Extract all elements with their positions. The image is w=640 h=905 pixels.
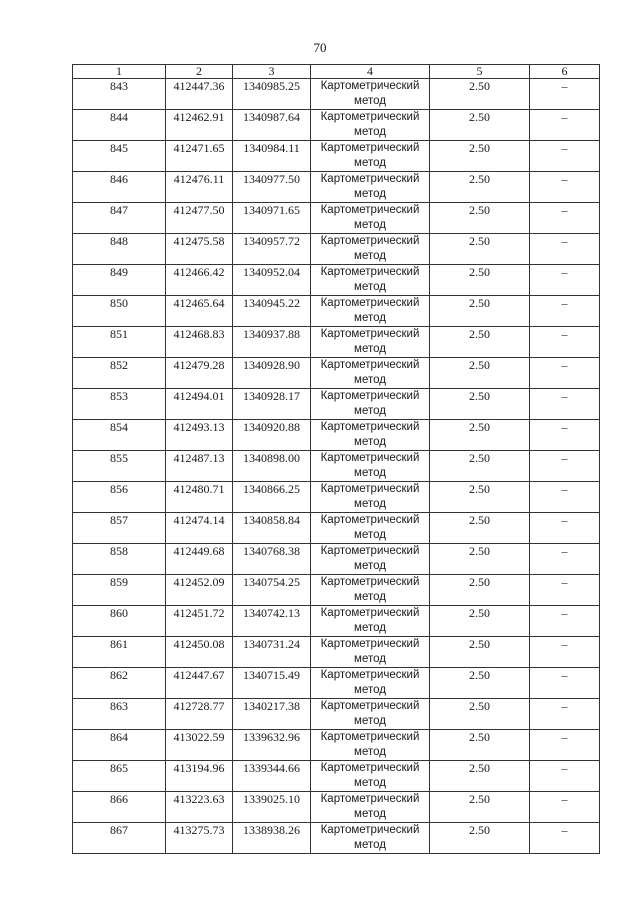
y-coordinate-cell: 1340754.25	[233, 575, 311, 606]
accuracy-cell: 2.50	[430, 265, 530, 296]
method-cell: Картометрический метод	[311, 420, 430, 451]
table-row	[73, 699, 600, 730]
description-cell: –	[530, 79, 600, 110]
x-coordinate-cell: 412487.13	[166, 451, 233, 482]
x-coordinate-cell: 412462.91	[166, 110, 233, 141]
accuracy-cell: 2.50	[430, 110, 530, 141]
point-number-cell: 863	[73, 699, 166, 730]
x-coordinate-cell: 412493.13	[166, 420, 233, 451]
x-coordinate-cell: 412466.42	[166, 265, 233, 296]
y-coordinate-cell: 1340768.38	[233, 544, 311, 575]
method-cell: Картометрический метод	[311, 544, 430, 575]
method-cell: Картометрический метод	[311, 389, 430, 420]
x-coordinate-cell: 412452.09	[166, 575, 233, 606]
y-coordinate-cell: 1340731.24	[233, 637, 311, 668]
point-number-cell: 867	[73, 823, 166, 854]
x-coordinate-cell: 412451.72	[166, 606, 233, 637]
x-coordinate-cell: 412477.50	[166, 203, 233, 234]
x-coordinate-cell: 412475.58	[166, 234, 233, 265]
method-cell: Картометрический метод	[311, 699, 430, 730]
y-coordinate-cell: 1340898.00	[233, 451, 311, 482]
accuracy-cell: 2.50	[430, 730, 530, 761]
x-coordinate-cell: 412494.01	[166, 389, 233, 420]
x-coordinate-cell: 413223.63	[166, 792, 233, 823]
accuracy-cell: 2.50	[430, 823, 530, 854]
accuracy-cell: 2.50	[430, 327, 530, 358]
method-cell: Картометрический метод	[311, 358, 430, 389]
accuracy-cell: 2.50	[430, 513, 530, 544]
table-row	[73, 606, 600, 637]
point-number-cell: 851	[73, 327, 166, 358]
y-coordinate-cell: 1340984.11	[233, 141, 311, 172]
point-number-cell: 845	[73, 141, 166, 172]
accuracy-cell: 2.50	[430, 358, 530, 389]
y-coordinate-cell: 1339344.66	[233, 761, 311, 792]
table-row	[73, 513, 600, 544]
accuracy-cell: 2.50	[430, 637, 530, 668]
x-coordinate-cell: 412449.68	[166, 544, 233, 575]
y-coordinate-cell: 1340217.38	[233, 699, 311, 730]
page-number: 70	[313, 40, 327, 55]
table-row	[73, 141, 600, 172]
y-coordinate-cell: 1340987.64	[233, 110, 311, 141]
accuracy-cell: 2.50	[430, 575, 530, 606]
table-row	[73, 482, 600, 513]
table-row	[73, 637, 600, 668]
y-coordinate-cell: 1340920.88	[233, 420, 311, 451]
description-cell: –	[530, 606, 600, 637]
description-cell: –	[530, 513, 600, 544]
point-number-cell: 846	[73, 172, 166, 203]
accuracy-cell: 2.50	[430, 544, 530, 575]
method-cell: Картометрический метод	[311, 513, 430, 544]
column-header: 2	[166, 65, 233, 79]
description-cell: –	[530, 637, 600, 668]
method-cell: Картометрический метод	[311, 327, 430, 358]
point-number-cell: 848	[73, 234, 166, 265]
description-cell: –	[530, 730, 600, 761]
accuracy-cell: 2.50	[430, 792, 530, 823]
description-cell: –	[530, 327, 600, 358]
table-row	[73, 265, 600, 296]
point-number-cell: 850	[73, 296, 166, 327]
y-coordinate-cell: 1340742.13	[233, 606, 311, 637]
x-coordinate-cell: 412476.11	[166, 172, 233, 203]
table-row	[73, 823, 600, 854]
method-cell: Картометрический метод	[311, 451, 430, 482]
accuracy-cell: 2.50	[430, 761, 530, 792]
table-row	[73, 234, 600, 265]
description-cell: –	[530, 389, 600, 420]
description-cell: –	[530, 544, 600, 575]
y-coordinate-cell: 1340928.90	[233, 358, 311, 389]
accuracy-cell: 2.50	[430, 203, 530, 234]
y-coordinate-cell: 1339632.96	[233, 730, 311, 761]
point-number-cell: 860	[73, 606, 166, 637]
point-number-cell: 861	[73, 637, 166, 668]
method-cell: Картометрический метод	[311, 575, 430, 606]
coordinates-table	[72, 64, 600, 854]
description-cell: –	[530, 358, 600, 389]
x-coordinate-cell: 413022.59	[166, 730, 233, 761]
y-coordinate-cell: 1340971.65	[233, 203, 311, 234]
description-cell: –	[530, 265, 600, 296]
method-cell: Картометрический метод	[311, 761, 430, 792]
point-number-cell: 854	[73, 420, 166, 451]
column-header: 6	[530, 65, 600, 79]
description-cell: –	[530, 172, 600, 203]
x-coordinate-cell: 412465.64	[166, 296, 233, 327]
x-coordinate-cell: 412447.36	[166, 79, 233, 110]
description-cell: –	[530, 203, 600, 234]
method-cell: Картометрический метод	[311, 172, 430, 203]
method-cell: Картометрический метод	[311, 265, 430, 296]
y-coordinate-cell: 1340928.17	[233, 389, 311, 420]
method-cell: Картометрический метод	[311, 203, 430, 234]
point-number-cell: 844	[73, 110, 166, 141]
accuracy-cell: 2.50	[430, 296, 530, 327]
x-coordinate-cell: 412479.28	[166, 358, 233, 389]
point-number-cell: 853	[73, 389, 166, 420]
column-header: 1	[73, 65, 166, 79]
x-coordinate-cell: 413275.73	[166, 823, 233, 854]
table-row	[73, 327, 600, 358]
table-row	[73, 575, 600, 606]
x-coordinate-cell: 412474.14	[166, 513, 233, 544]
column-header: 4	[311, 65, 430, 79]
method-cell: Картометрический метод	[311, 792, 430, 823]
x-coordinate-cell: 412450.08	[166, 637, 233, 668]
column-header: 3	[233, 65, 311, 79]
point-number-cell: 865	[73, 761, 166, 792]
accuracy-cell: 2.50	[430, 172, 530, 203]
table-row	[73, 203, 600, 234]
column-header: 5	[430, 65, 530, 79]
method-cell: Картометрический метод	[311, 234, 430, 265]
table-row	[73, 730, 600, 761]
table-row	[73, 296, 600, 327]
point-number-cell: 849	[73, 265, 166, 296]
point-number-cell: 866	[73, 792, 166, 823]
method-cell: Картометрический метод	[311, 79, 430, 110]
description-cell: –	[530, 451, 600, 482]
y-coordinate-cell: 1340985.25	[233, 79, 311, 110]
accuracy-cell: 2.50	[430, 141, 530, 172]
point-number-cell: 857	[73, 513, 166, 544]
table-row	[73, 792, 600, 823]
method-cell: Картометрический метод	[311, 110, 430, 141]
x-coordinate-cell: 412447.67	[166, 668, 233, 699]
point-number-cell: 858	[73, 544, 166, 575]
point-number-cell: 847	[73, 203, 166, 234]
method-cell: Картометрический метод	[311, 668, 430, 699]
method-cell: Картометрический метод	[311, 296, 430, 327]
method-cell: Картометрический метод	[311, 730, 430, 761]
method-cell: Картометрический метод	[311, 823, 430, 854]
accuracy-cell: 2.50	[430, 668, 530, 699]
x-coordinate-cell: 412468.83	[166, 327, 233, 358]
accuracy-cell: 2.50	[430, 606, 530, 637]
table-row	[73, 451, 600, 482]
point-number-cell: 852	[73, 358, 166, 389]
y-coordinate-cell: 1339025.10	[233, 792, 311, 823]
x-coordinate-cell: 413194.96	[166, 761, 233, 792]
description-cell: –	[530, 668, 600, 699]
x-coordinate-cell: 412471.65	[166, 141, 233, 172]
table-row	[73, 668, 600, 699]
table-row	[73, 544, 600, 575]
table-row	[73, 389, 600, 420]
y-coordinate-cell: 1340715.49	[233, 668, 311, 699]
accuracy-cell: 2.50	[430, 451, 530, 482]
point-number-cell: 855	[73, 451, 166, 482]
description-cell: –	[530, 482, 600, 513]
point-number-cell: 864	[73, 730, 166, 761]
table-row	[73, 79, 600, 110]
description-cell: –	[530, 823, 600, 854]
y-coordinate-cell: 1340945.22	[233, 296, 311, 327]
table-header-row	[73, 65, 600, 79]
description-cell: –	[530, 110, 600, 141]
method-cell: Картометрический метод	[311, 606, 430, 637]
x-coordinate-cell: 412728.77	[166, 699, 233, 730]
point-number-cell: 862	[73, 668, 166, 699]
point-number-cell: 856	[73, 482, 166, 513]
y-coordinate-cell: 1340977.50	[233, 172, 311, 203]
y-coordinate-cell: 1340866.25	[233, 482, 311, 513]
y-coordinate-cell: 1340952.04	[233, 265, 311, 296]
description-cell: –	[530, 420, 600, 451]
description-cell: –	[530, 296, 600, 327]
table-row	[73, 358, 600, 389]
method-cell: Картометрический метод	[311, 141, 430, 172]
table-row	[73, 761, 600, 792]
accuracy-cell: 2.50	[430, 79, 530, 110]
accuracy-cell: 2.50	[430, 389, 530, 420]
description-cell: –	[530, 792, 600, 823]
description-cell: –	[530, 699, 600, 730]
accuracy-cell: 2.50	[430, 420, 530, 451]
method-cell: Картометрический метод	[311, 482, 430, 513]
description-cell: –	[530, 234, 600, 265]
accuracy-cell: 2.50	[430, 482, 530, 513]
y-coordinate-cell: 1340957.72	[233, 234, 311, 265]
x-coordinate-cell: 412480.71	[166, 482, 233, 513]
accuracy-cell: 2.50	[430, 699, 530, 730]
y-coordinate-cell: 1338938.26	[233, 823, 311, 854]
description-cell: –	[530, 761, 600, 792]
accuracy-cell: 2.50	[430, 234, 530, 265]
table-row	[73, 172, 600, 203]
description-cell: –	[530, 141, 600, 172]
table-row	[73, 110, 600, 141]
y-coordinate-cell: 1340858.84	[233, 513, 311, 544]
point-number-cell: 843	[73, 79, 166, 110]
y-coordinate-cell: 1340937.88	[233, 327, 311, 358]
table-row	[73, 420, 600, 451]
point-number-cell: 859	[73, 575, 166, 606]
method-cell: Картометрический метод	[311, 637, 430, 668]
description-cell: –	[530, 575, 600, 606]
